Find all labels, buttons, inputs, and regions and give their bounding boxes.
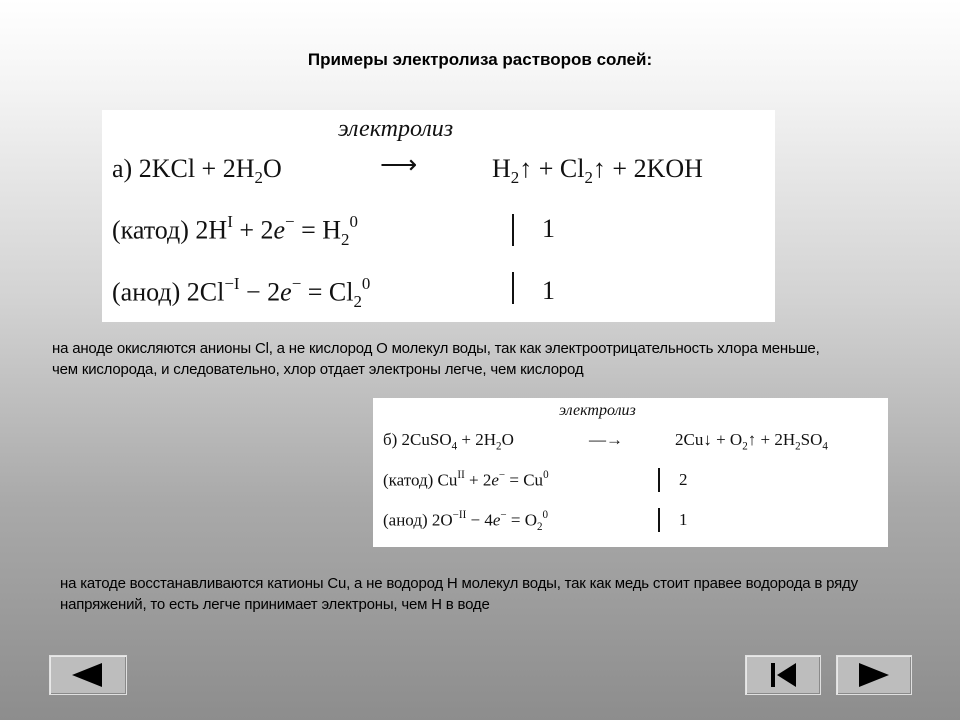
cathode-half-reaction: (катод) $Cu^{II} + 2e^- = Cu^0$ <box>383 468 549 490</box>
anode-half-reaction: (анод) $2Cl^{-I} - 2e^- = Cl_2^0$ <box>112 274 371 311</box>
slide-title: Примеры электролиза растворов солей: <box>307 50 653 69</box>
anode-half-reaction: (анод) $2O^{-II} - 4e^- = O_2^0$ <box>383 508 549 534</box>
divider-bar <box>658 468 660 492</box>
reaction-arrow: —→ <box>589 430 623 449</box>
reaction-products-cuso4: 2Cu↓ + $O_2↑ + 2H_2SO_4$ <box>675 430 828 453</box>
divider-bar <box>512 214 514 246</box>
divider-bar <box>658 508 660 532</box>
first-slide-button[interactable] <box>745 655 821 695</box>
next-slide-button[interactable] <box>836 655 912 695</box>
cathode-coefficient: 1 <box>542 214 555 243</box>
explanation-anode: на аноде окисляются анионы Cl, а не кислород О молекул воды, так как электроотрицательность хлора меньше, чем кислорода, и следовательно, хлор отдает электроны легче, чем кислород <box>52 340 820 378</box>
cathode-coefficient: 2 <box>679 470 688 489</box>
equation-block-kcl <box>102 110 775 322</box>
reaction-arrow: ⟶ <box>380 150 418 179</box>
reaction-equation-kcl: а) $2KCl + 2H_2O$ <box>112 154 282 188</box>
reaction-products-kcl: $H_2↑$ + $Cl_2↑ + 2KOH$ <box>492 154 703 188</box>
anode-coefficient: 1 <box>679 510 688 529</box>
triangle-left-icon <box>50 656 126 694</box>
explanation-cathode: на катоде восстанавливаются катионы Cu, а не водород Н молекул воды, так как медь стоит правее водорода в ряду напряжений, то есть легче принимает электроны, чем Н в воде <box>60 575 858 613</box>
previous-slide-button[interactable] <box>49 655 127 695</box>
divider-bar <box>512 272 514 304</box>
reaction-equation-cuso4: б) 2CuSO$_4$ + $2H_2O$ <box>383 430 514 453</box>
triangle-right-icon <box>837 656 911 694</box>
anode-coefficient: 1 <box>542 276 555 305</box>
electrolysis-label: электролиз <box>338 116 454 142</box>
cathode-half-reaction: (катод) $2H^I + 2e^- = H_2^0$ <box>112 212 358 249</box>
equation-block-cuso4 <box>373 398 888 547</box>
electrolysis-label: электролиз <box>559 402 636 419</box>
skip-to-start-icon <box>746 656 820 694</box>
